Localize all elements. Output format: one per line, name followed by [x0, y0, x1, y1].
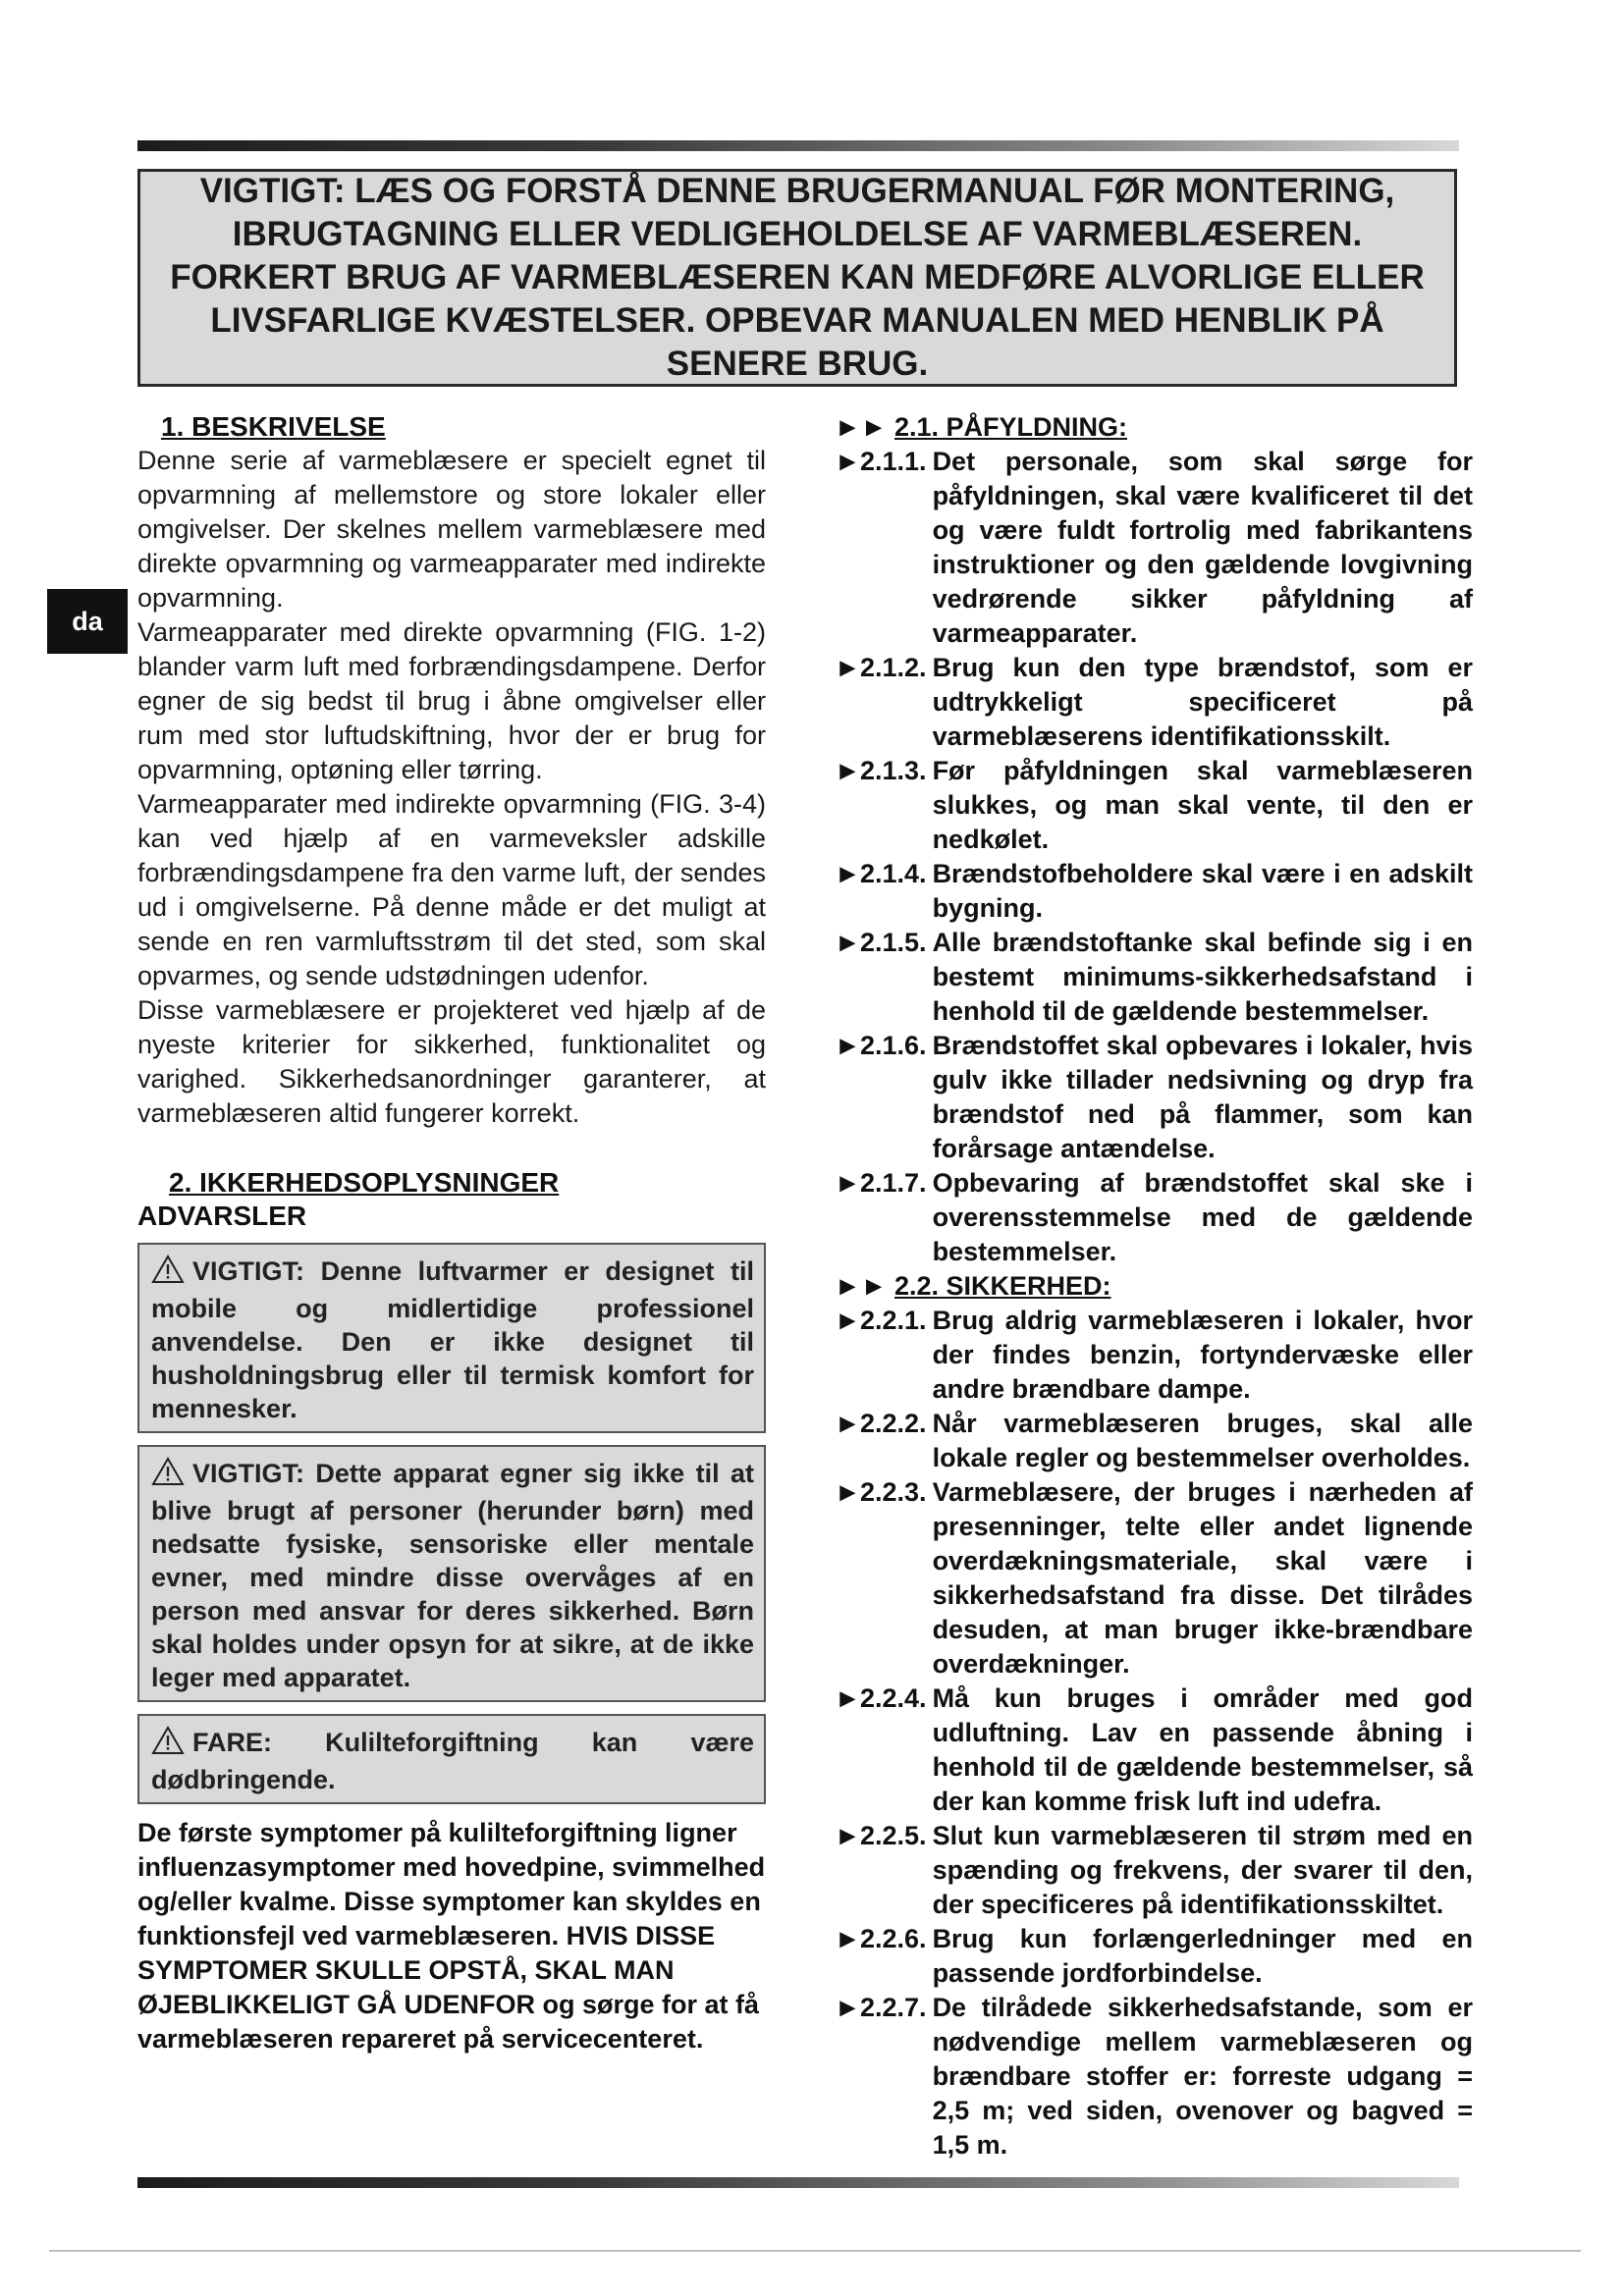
item-number: 2.1.2. — [860, 653, 927, 682]
item-number: 2.2.4. — [860, 1683, 927, 1713]
list-item — [835, 1475, 1473, 1682]
item-text: Brændstoffet skal opbevares i lokaler, hvis gulv ikke tillader nedsivning og dryp fra brændstof ned på flammer, som kan forårsage antændelse. — [932, 1031, 1473, 1163]
item-text: Brug kun den type brændstof, som er udtrykkeligt specificeret på varmeblæserens identifikationsskilt. — [932, 653, 1473, 751]
arrow-icon: ► — [835, 928, 861, 957]
danger-box — [137, 1714, 766, 1804]
section-2-1-list — [835, 445, 1473, 1269]
symptoms-paragraph: De første symptomer på kulilteforgiftning ligner influenzasymptomer med hovedpine, svimmelhed og/eller kvalme. Disse symptomer kan skyldes en funktionsfejl ved varmeblæseren. HVIS DISSE SYMPTOMER SKULLE OPSTÅ, SKAL MAN ØJEBLIKKELIGT GÅ UDENFOR og sørge for at få varmeblæseren repareret på servicecenteret. — [137, 1818, 766, 2054]
item-text: Opbevaring af brændstoffet skal ske i overensstemmelse med de gældende bestemmelser. — [932, 1168, 1473, 1266]
section-2-2-title: 2.2. SIKKERHED: — [893, 1271, 1111, 1301]
list-item — [835, 1682, 1473, 1819]
item-text: Slut kun varmeblæseren til strøm med en spænding og frekvens, der svarer til den, der specificeres på identifikationsskiltet. — [932, 1821, 1473, 1919]
arrow-icon: ► — [835, 1031, 861, 1060]
arrow-icon: ► — [835, 1683, 861, 1713]
list-item — [835, 857, 1473, 926]
item-number: 2.2.6. — [860, 1924, 927, 1953]
footer-rule — [137, 2177, 1459, 2188]
list-item — [835, 1029, 1473, 1166]
item-number: 2.1.5. — [860, 928, 927, 957]
item-text: Må kun bruges i områder med god udluftning. Lav en passende åbning i henhold til de gældende bestemmelser, så der kan komme frisk luft ind udefra. — [932, 1683, 1473, 1816]
section-2-1-title: 2.1. PÅFYLDNING: — [893, 412, 1127, 442]
important-notice-box — [137, 169, 1457, 387]
arrow-icon: ► — [835, 653, 861, 682]
warning-text: VIGTIGT: Denne luftvarmer er designet til mobile og midlertidige professionel anvendelse. Den er ikke designet til husholdningsbrug eller til termisk komfort for mennesker. — [151, 1256, 754, 1423]
list-item — [835, 1922, 1473, 1991]
item-number: 2.2.7. — [860, 1993, 927, 2022]
item-number: 2.2.2. — [860, 1409, 927, 1438]
warning-text: VIGTIGT: Dette apparat egner sig ikke til at blive brugt af personer (herunder børn) med nedsatte fysiske, sensoriske eller mentale evner, med mindre disse overvåges af en person med ansvar for deres sikkerhed. Børn skal holdes under opsyn for at sikre, at de ikke leger med apparatet. — [151, 1459, 754, 1692]
arrow-icon: ► — [835, 1409, 861, 1438]
section-1-heading: 1. BESKRIVELSE — [161, 411, 386, 442]
item-number: 2.2.3. — [860, 1477, 927, 1507]
arrow-icon: ► — [835, 1821, 861, 1850]
section-2-2-heading — [835, 1269, 1473, 1304]
list-item — [835, 1991, 1473, 2163]
list-item — [835, 445, 1473, 651]
warning-box — [137, 1445, 766, 1702]
list-item — [835, 651, 1473, 754]
list-item — [835, 926, 1473, 1029]
arrow-icon: ► — [835, 447, 861, 476]
section-2-1-heading — [835, 410, 1473, 445]
arrow-icon: ► — [835, 756, 861, 785]
warning-triangle-icon — [151, 1457, 185, 1494]
item-text: Når varmeblæseren bruges, skal alle lokale regler og bestemmelser overholdes. — [932, 1409, 1473, 1472]
item-text: Det personale, som skal sørge for påfyldningen, skal være kvalificeret til det og være fuldt fortrolig med fabrikantens instruktioner og den gældende lovgivning vedrørende sikker påfyldning af varmeapparater. — [932, 447, 1473, 648]
item-number: 2.2.1. — [860, 1306, 927, 1335]
item-text: De tilrådede sikkerhedsafstande, som er nødvendige mellem varmeblæseren og brændbare stoffer er: forreste udgang = 2,5 m; ved siden, ovenover og bagved = 1,5 m. — [932, 1993, 1473, 2160]
important-notice-text: VIGTIGT: LÆS OG FORSTÅ DENNE BRUGERMANUAL FØR MONTERING, IBRUGTAGNING ELLER VEDLIGEHOLDELSE AF VARMEBLÆSEREN. FORKERT BRUG AF VARMEBLÆSEREN KAN MEDFØRE ALVORLIGE ELLER LIVSFARLIGE KVÆSTELSER. OPBEVAR MANUALEN MED HENBLIK PÅ SENERE BRUG. — [170, 172, 1425, 383]
item-text: Brug aldrig varmeblæseren i lokaler, hvor der findes benzin, fortyndervæske eller andre brændbare dampe. — [932, 1306, 1473, 1404]
arrow-icon: ► — [835, 1168, 861, 1198]
item-number: 2.1.1. — [860, 447, 927, 476]
item-number: 2.2.5. — [860, 1821, 927, 1850]
section-1-paragraph: Denne serie af varmeblæsere er specielt egnet til opvarmning af mellemstore og store lokaler eller omgivelser. Der skelnes mellem varmeblæsere med direkte opvarmning og varmeapparater med indirekte opvarmning. — [137, 446, 766, 613]
item-text: Alle brændstoftanke skal befinde sig i en bestemt minimums-sikkerhedsafstand i henhold til de gældende bestemmelser. — [932, 928, 1473, 1026]
double-arrow-icon: ►► — [835, 1271, 888, 1301]
section-1-paragraph: Varmeapparater med direkte opvarmning (FIG. 1-2) blander varm luft med forbrændingsdampene. Derfor egner de sig bedst til brug i åbne omgivelser eller rum med stor luftudskiftning, hvor der er brug for opvarmning, optøning eller tørring. — [137, 617, 766, 784]
arrow-icon: ► — [835, 859, 861, 888]
danger-text: FARE: Kulilteforgiftning kan være dødbringende. — [151, 1728, 754, 1794]
section-2-heading: 2. IKKERHEDSOPLYSNINGER — [169, 1167, 560, 1198]
language-tab: da — [47, 589, 128, 654]
arrow-icon: ► — [835, 1477, 861, 1507]
section-1-paragraph: Disse varmeblæsere er projekteret ved hjælp af de nyeste kriterier for sikkerhed, funktionalitet og varighed. Sikkerhedsanordninger garanterer, at varmeblæseren altid fungerer korrekt. — [137, 995, 766, 1128]
list-item — [835, 754, 1473, 857]
arrow-icon: ► — [835, 1924, 861, 1953]
right-column — [835, 410, 1473, 2163]
warnings-subheading: ADVARSLER — [137, 1201, 307, 1231]
arrow-icon: ► — [835, 1306, 861, 1335]
item-text: Brug kun forlængerledninger med en passende jordforbindelse. — [932, 1924, 1473, 1988]
item-number: 2.1.3. — [860, 756, 927, 785]
arrow-icon: ► — [835, 1993, 861, 2022]
list-item — [835, 1166, 1473, 1269]
item-number: 2.1.6. — [860, 1031, 927, 1060]
list-item — [835, 1304, 1473, 1407]
header-rule — [137, 140, 1459, 151]
item-text: Før påfyldningen skal varmeblæseren slukkes, og man skal vente, til den er nedkølet. — [932, 756, 1473, 854]
item-number: 2.1.7. — [860, 1168, 927, 1198]
page-bottom-line — [49, 2250, 1581, 2252]
section-1-paragraph: Varmeapparater med indirekte opvarmning (FIG. 3-4) kan ved hjælp af en varmeveksler adskille forbrændingsdampene fra den varme luft, der sendes ud i omgivelserne. På denne måde er det muligt at sende en ren varmluftsstrøm til det sted, som skal opvarmes, og sende udstødningen udenfor. — [137, 789, 766, 990]
list-item — [835, 1407, 1473, 1475]
item-number: 2.1.4. — [860, 859, 927, 888]
item-text: Varmeblæsere, der bruges i nærheden af presenninger, telte eller andet lignende overdækningsmateriale, skal være i sikkerhedsafstand fra disse. Det tilrådes desuden, at man bruger ikke-brændbare overdækninger. — [932, 1477, 1473, 1679]
list-item — [835, 1819, 1473, 1922]
double-arrow-icon: ►► — [835, 412, 888, 442]
warning-triangle-icon — [151, 1255, 185, 1292]
warning-box — [137, 1243, 766, 1433]
warning-triangle-icon — [151, 1726, 185, 1763]
item-text: Brændstofbeholdere skal være i en adskilt bygning. — [932, 859, 1473, 923]
section-2-2-list — [835, 1304, 1473, 2163]
left-column — [137, 410, 766, 2056]
